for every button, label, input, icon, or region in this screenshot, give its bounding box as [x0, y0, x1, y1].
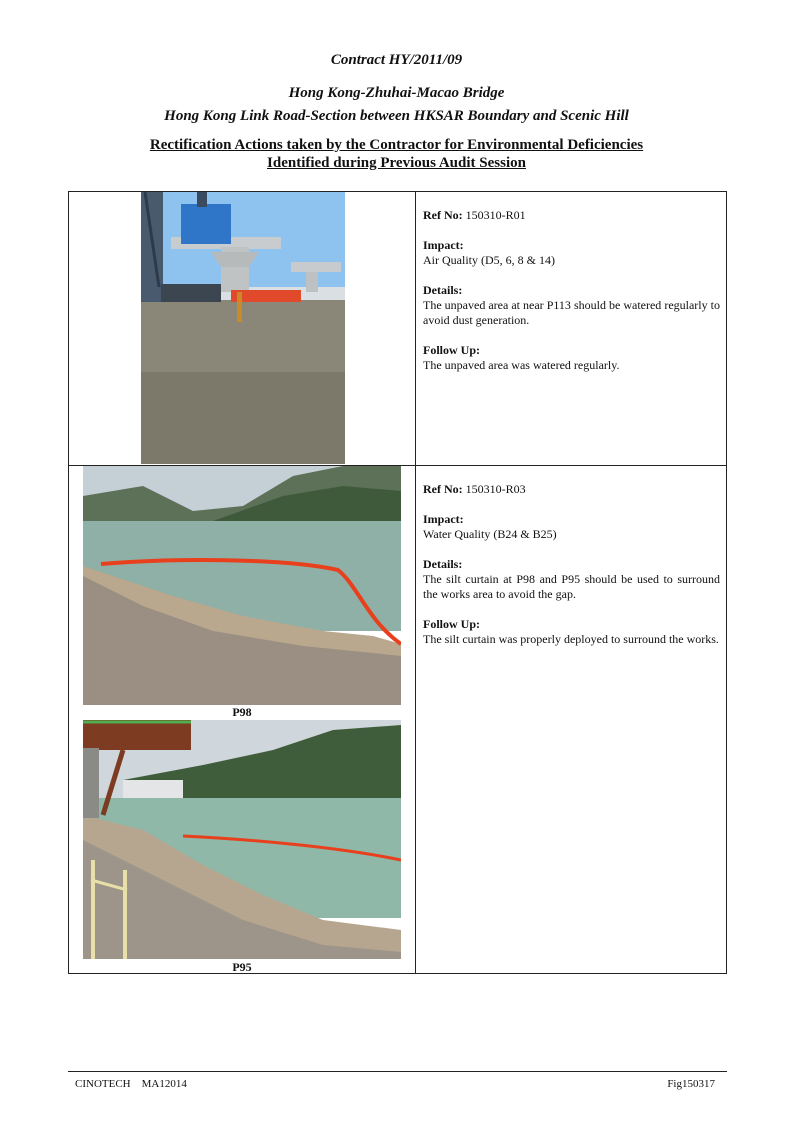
- page-title-line1: Rectification Actions taken by the Contractor for Environmental Deficiencies: [149, 137, 644, 153]
- impact-text: Water Quality (B24 & B25): [423, 527, 557, 541]
- followup-label: Follow Up:: [423, 343, 480, 357]
- ref-number: 150310-R03: [465, 482, 526, 496]
- followup-label: Follow Up:: [423, 617, 480, 631]
- ref-number: 150310-R01: [465, 208, 526, 222]
- section-name: Hong Kong Link Road-Section between HKSAR Boundary and Scenic Hill: [164, 108, 629, 124]
- column-divider: [415, 192, 416, 973]
- project-name: Hong Kong-Zhuhai-Macao Bridge: [288, 85, 505, 101]
- impact-label: Impact:: [423, 238, 464, 252]
- entry-r03: [423, 482, 720, 647]
- footer-left: CINOTECH MA12014: [75, 1078, 187, 1090]
- impact-label: Impact:: [423, 512, 464, 526]
- details-text: The silt curtain at P98 and P95 should be used to surround the works area to avoid the gap.: [423, 572, 720, 601]
- caption-p98: P98: [232, 705, 252, 719]
- followup-text: The silt curtain was properly deployed to surround the works.: [423, 632, 719, 646]
- caption-p95: P95: [232, 960, 252, 974]
- followup-text: The unpaved area was watered regularly.: [423, 358, 620, 372]
- rectification-table: [68, 191, 727, 974]
- details-text: The unpaved area at near P113 should be watered regularly to avoid dust generation.: [423, 298, 720, 327]
- impact-text: Air Quality (D5, 6, 8 & 14): [423, 253, 555, 267]
- details-label: Details:: [423, 283, 463, 297]
- contract-number: Contract HY/2011/09: [330, 52, 463, 68]
- details-label: Details:: [423, 557, 463, 571]
- photo-p98-silt-curtain: [83, 466, 401, 705]
- entry-r01: [423, 208, 720, 373]
- footer-right: Fig150317: [667, 1078, 715, 1090]
- ref-label: Ref No:: [423, 208, 463, 222]
- page-title-line2: Identified during Previous Audit Session: [267, 155, 526, 171]
- photo-unpaved-area: [141, 192, 345, 464]
- ref-label: Ref No:: [423, 482, 463, 496]
- footer-rule: [68, 1071, 727, 1072]
- photo-p95-silt-curtain: [83, 720, 401, 959]
